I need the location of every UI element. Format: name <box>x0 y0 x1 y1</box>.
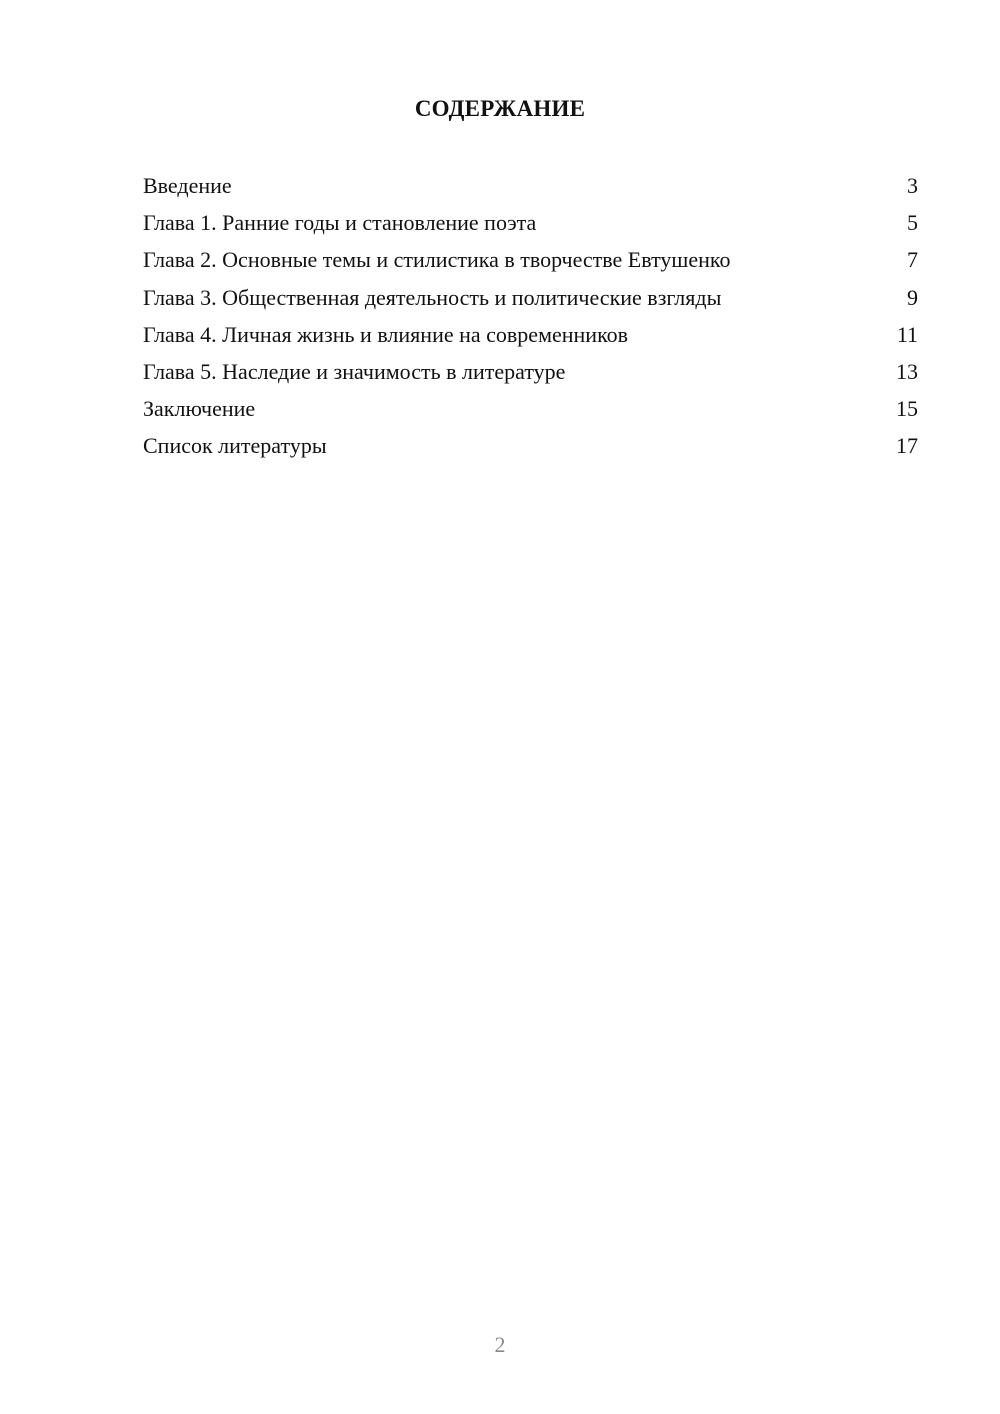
toc-entry-chapter-3 <box>143 279 918 316</box>
toc-entry-page-number: 13 <box>896 358 918 384</box>
toc-entry-introduction <box>143 167 918 204</box>
toc-entry-chapter-4 <box>143 316 918 353</box>
toc-entry-label: Введение <box>143 173 232 198</box>
toc-entry-label: Глава 5. Наследие и значимость в литературе <box>143 358 566 384</box>
toc-entry-label: Глава 2. Основные темы и стилистика в творчестве Евтушенко <box>143 247 731 273</box>
toc-entry-label: Глава 3. Общественная деятельность и политические взгляды <box>143 284 722 310</box>
toc-entry-page-number: 15 <box>896 396 918 422</box>
toc-entry-chapter-2 <box>143 241 918 278</box>
toc-entry-chapter-5 <box>143 353 918 390</box>
toc-entry-label: Глава 1. Ранние годы и становление поэта <box>143 210 537 236</box>
toc-entry-bibliography <box>143 427 918 464</box>
toc-entry-page-number: 9 <box>907 284 918 310</box>
toc-entry-page-number: 3 <box>907 173 918 198</box>
toc-entry-label: Заключение <box>143 396 256 422</box>
toc-entry-chapter-1 <box>143 204 918 241</box>
toc-entry-conclusion <box>143 390 918 427</box>
toc-entry-page-number: 7 <box>907 247 918 273</box>
table-of-contents <box>143 167 918 465</box>
toc-entry-page-number: 17 <box>896 433 918 459</box>
toc-entry-label: Глава 4. Личная жизнь и влияние на современников <box>143 321 629 347</box>
page-number: 2 <box>494 1332 506 1357</box>
toc-entry-label: Список литературы <box>143 433 327 459</box>
toc-title: СОДЕРЖАНИЕ <box>414 96 586 121</box>
toc-entry-page-number: 5 <box>907 210 918 236</box>
toc-entry-page-number: 11 <box>896 321 918 347</box>
